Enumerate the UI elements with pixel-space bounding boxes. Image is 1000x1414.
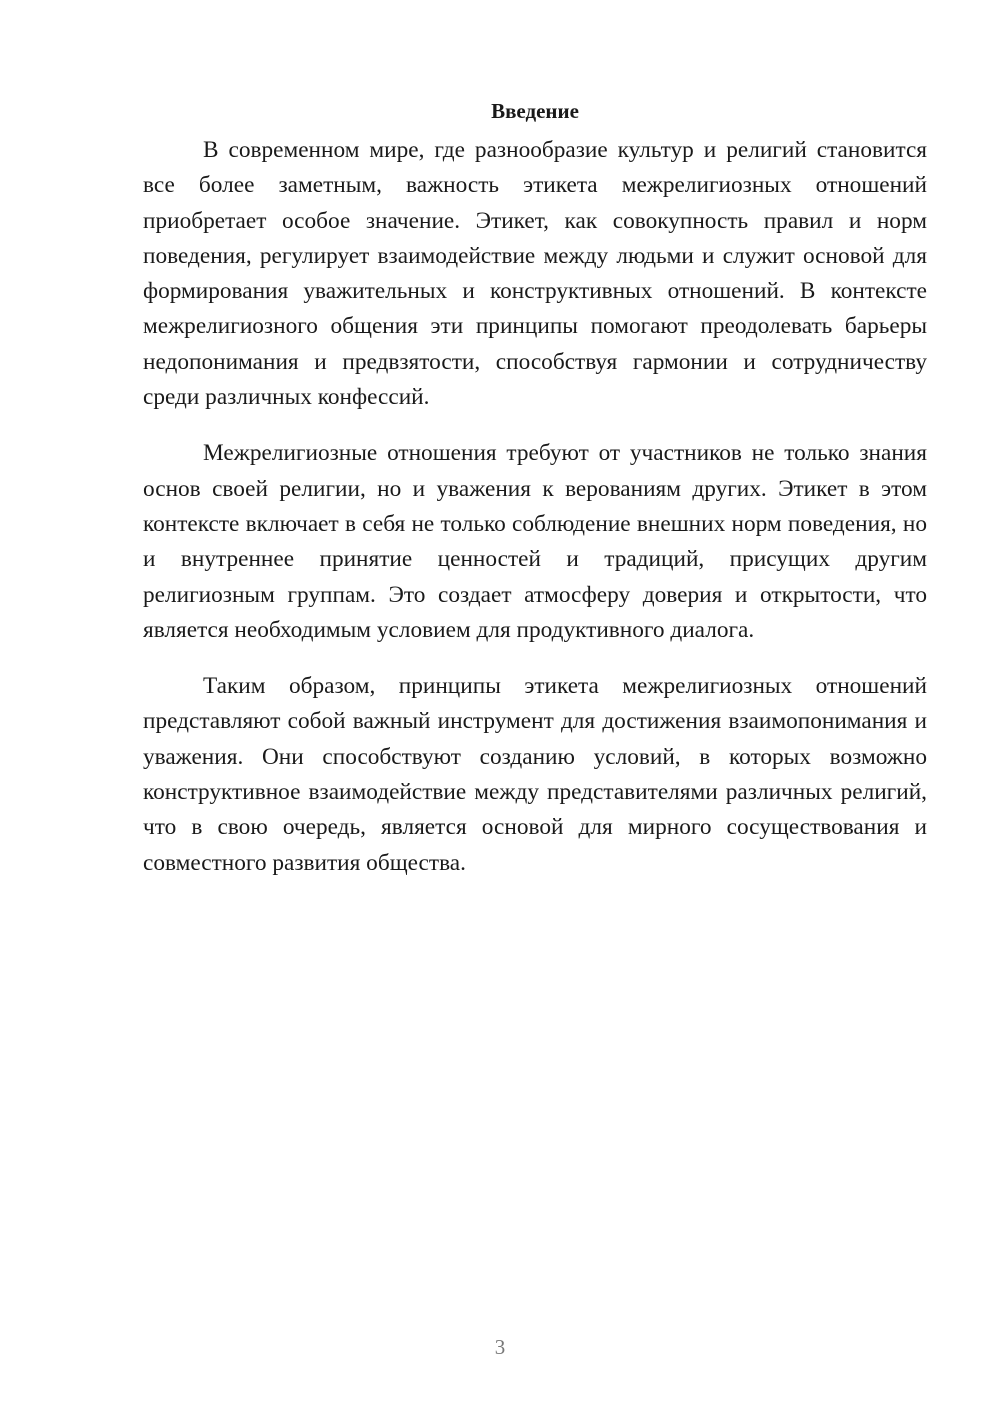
paragraph-2: Межрелигиозные отношения требуют от участников не только знания основ своей религии, но и уважения к верованиям других. Этикет в этом контексте включает в себя не только соблюдение внешних норм поведения, но и внутреннее принятие ценностей и традиций, присущих другим религиозным группам. Это создает атмосферу доверия и открытости, что является необходимым условием для продуктивного диалога. [143, 440, 927, 643]
page-content [143, 96, 927, 902]
paragraph-3: Таким образом, принципы этикета межрелигиозных отношений представляют собой важный инструмент для достижения взаимопонимания и уважения. Они способствуют созданию условий, в которых возможно конструктивное взаимодействие между представителями различных религий, что в свою очередь, является основой для мирного сосуществования и совместного развития общества. [143, 673, 927, 876]
page-number: 3 [494, 1335, 506, 1359]
paragraph-1: В современном мире, где разнообразие культур и религий становится все более заметным, важность этикета межрелигиозных отношений приобретает особое значение. Этикет, как совокупность правил и норм поведения, регулирует взаимодействие между людьми и служит основой для формирования уважительных и конструктивных отношений. В контексте межрелигиозного общения эти принципы помогают преодолевать барьеры недопонимания и предвзятости, способствуя гармонии и сотрудничеству среди различных конфессий. [143, 137, 927, 411]
section-title: Введение [491, 99, 579, 123]
